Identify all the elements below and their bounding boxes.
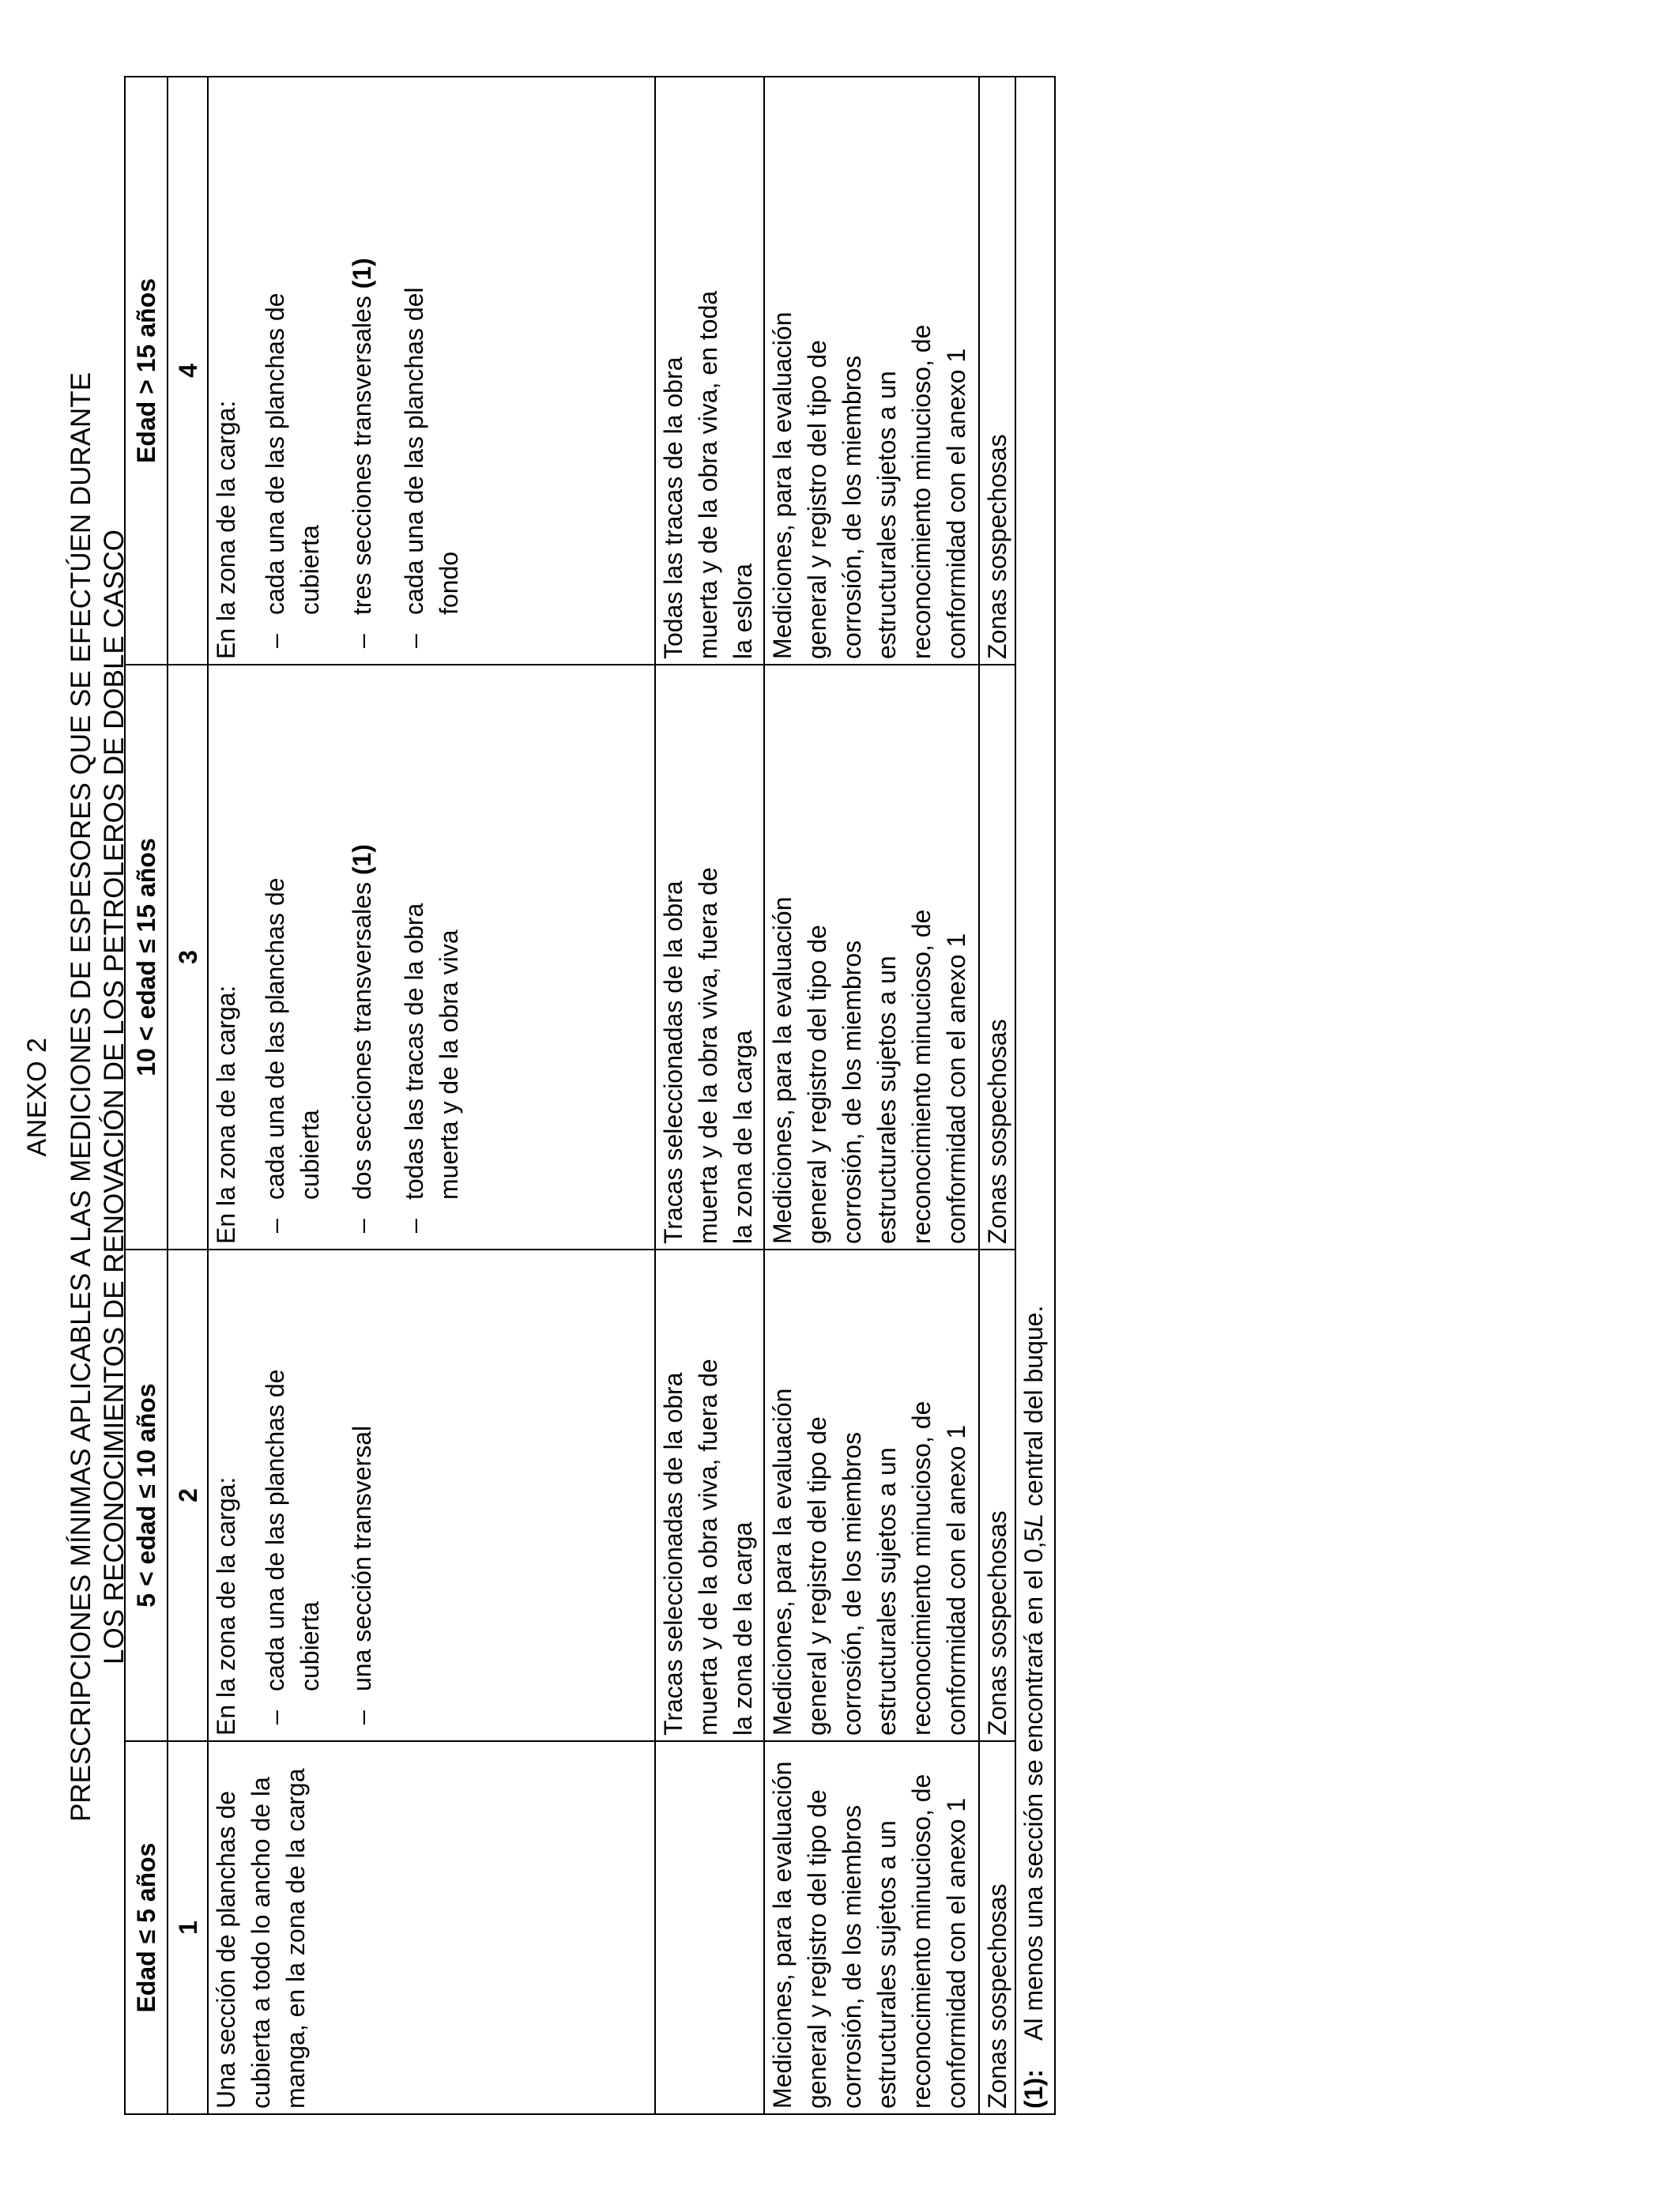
- suspect-areas-row: [979, 77, 1015, 2114]
- cell-measurements-col4: [764, 77, 979, 665]
- cell-strakes-col3: [655, 665, 764, 1250]
- footnote-label: (1):: [1019, 2069, 1048, 2109]
- dash-marker: –: [261, 1219, 289, 1233]
- footnote-row: [1015, 77, 1055, 2114]
- annex-label: ANEXO 2: [22, 1037, 52, 1157]
- bullet-item: [345, 82, 379, 659]
- bullet-item: [258, 82, 327, 659]
- thickness-requirements-table: [124, 76, 1056, 2115]
- footnote-text: Al menos una sección se encontrará en el 0,5: [1019, 1527, 1048, 2041]
- footnote-ref: (1): [348, 844, 376, 876]
- footnote-text-end: central del buque.: [1019, 1305, 1048, 1514]
- header-row: [125, 77, 168, 2114]
- cell-text: Mediciones, para la evaluación general y registro del tipo de corrosión, de los miembros estructurales sujetos a un reconocimiento minucioso, de conformidad con el anexo 1: [768, 1388, 970, 1736]
- cell-deck-col3: [208, 665, 655, 1250]
- column-number: 3: [168, 665, 208, 1250]
- dash-marker: –: [348, 634, 376, 648]
- footnote-ref: (1): [348, 258, 376, 289]
- column-header-age: Edad ≤ 5 años: [125, 1741, 168, 2114]
- column-header-age: Edad > 15 años: [125, 77, 168, 665]
- dash-marker: –: [261, 1710, 289, 1725]
- column-number: 2: [168, 1250, 208, 1741]
- footnote-italic: L: [1019, 1513, 1048, 1528]
- deck-plating-row: [208, 77, 655, 2114]
- measurements-row: [764, 77, 979, 2114]
- dash-marker: –: [348, 1710, 376, 1725]
- column-number: 1: [168, 1741, 208, 2114]
- cell-intro: En la zona de la carga:: [212, 985, 240, 1244]
- bullet-text: cada una de las planchas de cubierta: [261, 292, 324, 615]
- cell-measurements-col1: [764, 1741, 979, 2114]
- cell-suspect-col3: Zonas sospechosas: [979, 665, 1015, 1250]
- title-line-2: LOS RECONOCIMIENTOS DE RENOVACIÓN DE LOS PETROLEROS DE DOBLE CASCO: [99, 530, 130, 1664]
- column-header-age: 10 < edad ≤ 15 años: [125, 665, 168, 1250]
- cell-text: Tracas seleccionadas de la obra muerta y de la obra viva, fuera de la zona de la carga: [659, 1359, 757, 1736]
- cell-intro: En la zona de la carga:: [212, 400, 240, 659]
- cell-deck-col4: [208, 77, 655, 665]
- dash-marker: –: [400, 634, 428, 648]
- dash-marker: –: [400, 1219, 428, 1233]
- dash-marker: –: [348, 1219, 376, 1233]
- bullet-text: tres secciones transversales: [348, 296, 376, 615]
- bullet-item: [345, 670, 379, 1244]
- bullet-text: todas las tracas de la obra muerta y de la obra viva: [400, 903, 463, 1200]
- footnote: [1015, 77, 1055, 2114]
- bullet-text: dos secciones transversales: [348, 882, 376, 1200]
- cell-text: Mediciones, para la evaluación general y registro del tipo de corrosión, de los miembros estructurales sujetos a un reconocimiento minucioso, de conformidad con el anexo 1: [768, 1761, 970, 2109]
- column-number-row: [168, 77, 208, 2114]
- dash-marker: –: [261, 634, 289, 648]
- cell-suspect-col4: Zonas sospechosas: [979, 77, 1015, 665]
- cell-deck-col2: [208, 1250, 655, 1741]
- cell-text: Tracas seleccionadas de la obra muerta y de la obra viva, fuera de la zona de la carga: [659, 867, 757, 1244]
- bullet-text-wrap: [345, 82, 379, 621]
- cell-suspect-col2: Zonas sospechosas: [979, 1250, 1015, 1741]
- bullet-item: [397, 82, 466, 659]
- title-line-1: PRESCRIPCIONES MÍNIMAS APLICABLES A LAS MEDICIONES DE ESPESORES QUE SE EFECTÚEN DURANTE: [66, 371, 96, 1823]
- strakes-row: [655, 77, 764, 2114]
- bullet-text-wrap: [345, 670, 379, 1206]
- cell-strakes-col2: [655, 1250, 764, 1741]
- column-number: 4: [168, 77, 208, 665]
- bullet-text: cada una de las planchas de cubierta: [261, 877, 324, 1200]
- cell-measurements-col2: [764, 1250, 979, 1741]
- column-header-age: 5 < edad ≤ 10 años: [125, 1250, 168, 1741]
- bullet-item: [397, 670, 466, 1244]
- cell-text: Todas las tracas de la obra muerta y de la obra viva, en toda la eslora: [659, 290, 757, 659]
- cell-measurements-col3: [764, 665, 979, 1250]
- cell-text: Mediciones, para la evaluación general y registro del tipo de corrosión, de los miembros estructurales sujetos a un reconocimiento minucioso, de conformidad con el anexo 1: [768, 896, 970, 1244]
- cell-intro: En la zona de la carga:: [212, 1476, 240, 1736]
- document-title: [65, 0, 131, 2194]
- cell-text: Una sección de planchas de cubierta a todo lo ancho de la manga, en la zona de la carga: [212, 1768, 310, 2109]
- cell-suspect-col1: Zonas sospechosas: [979, 1741, 1015, 2114]
- bullet-item: [258, 670, 327, 1244]
- bullet-item: [258, 1255, 327, 1736]
- bullet-item: [345, 1255, 379, 1736]
- bullet-text: cada una de las planchas del fondo: [400, 287, 463, 615]
- cell-deck-col1: [208, 1741, 655, 2114]
- cell-strakes-col4: [655, 77, 764, 665]
- bullet-text: una sección transversal: [348, 1425, 376, 1691]
- cell-strakes-col1: [655, 1741, 764, 2114]
- bullet-text: cada una de las planchas de cubierta: [261, 1369, 324, 1691]
- cell-text: Mediciones, para la evaluación general y registro del tipo de corrosión, de los miembros estructurales sujetos a un reconocimiento minucioso, de conformidad con el anexo 1: [768, 311, 970, 659]
